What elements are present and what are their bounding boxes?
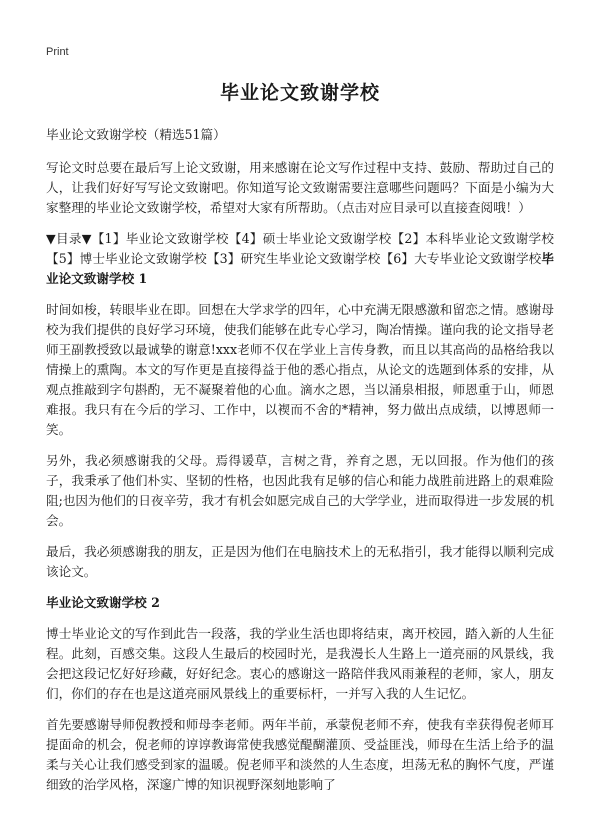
toc-prefix: ▼目录▼ — [46, 231, 92, 246]
section2-paragraph-2: 首先要感谢导师倪教授和师母李老师。两年半前，承蒙倪老师不弃，使我有幸获得倪老师耳提面命的机会，倪老师的谆谆教诲常使我感觉醍醐灌顶、受益匪浅，师母在生活上给予的温柔与关心让我们感受到家的温暖。倪老师平和淡然的人生态度，坦荡无私的胸怀气度，严谨细致的治学风格，深邃广博的知识视野深刻地影响了 — [46, 717, 554, 792]
section2-heading: 毕业论文致谢学校 2 — [46, 595, 160, 610]
section1-paragraph-1: 时间如梭，转眼毕业在即。回想在大学求学的四年，心中充满无限感激和留恋之情。感谢母校为我们提供的良好学习环境，使我们能够在此专心学习，陶冶情操。谨向我的论文指导老师王副教授致以最诚挚的谢意!xxx老师不仅在学业上言传身教，而且以其高尚的品格给我以情操上的熏陶。本文的写作更是直接得益于他的悉心指点，从论文的选题到体系的安排，从观点推敲到字句斟酌，无不凝聚着他的心血。滴水之恩，当以涌泉相报，师恩重于山，师恩难报。我只有在今后的学习、工作中，以褉而不舍的*精神，努力做出点成绩，以博恩师一笑。 — [46, 302, 554, 437]
toc-item-2[interactable]: 【2】本科毕业论文致谢学校 — [391, 231, 554, 246]
toc-item-4[interactable]: 【4】硕士毕业论文致谢学校 — [228, 231, 392, 246]
subtitle: 毕业论文致谢学校（精选51篇） — [46, 127, 226, 142]
section2-paragraph-1: 博士毕业论文的写作到此告一段落，我的学业生活也即将结束，离开校园，踏入新的人生征程。此刻，百感交集。这段人生最后的校园时光，是我漫长人生路上一道亮丽的风景线，我会把这段记忆好好珍藏，好好纪念。衷心的感谢这一路陪伴我风雨兼程的老师，家人，朋友们，你们的存在也是这道亮丽风景线上的重要标杆，一并写入我的人生记忆。 — [46, 626, 554, 701]
section1-paragraph-2: 另外，我必须感谢我的父母。焉得谖草，言树之背，养育之恩，无以回报。作为他们的孩子，我秉承了他们朴实、坚韧的性格，也因此我有足够的信心和能力战胜前进路上的艰难险阻;也因为他们的日夜辛劳，我才有机会如愿完成自己的大学学业，进而取得进一步发展的机会。 — [46, 453, 554, 528]
section1-heading: 毕业论文致谢学校 1 — [46, 251, 554, 286]
page-title: 毕业论文致谢学校 — [219, 82, 380, 104]
section1-paragraph-3: 最后，我必须感谢我的朋友，正是因为他们在电脑技术上的无私指引，我才能得以顺利完成该论文。 — [46, 544, 554, 579]
toc-item-3[interactable]: 【3】研究生毕业论文致谢学校 — [206, 251, 381, 266]
toc-item-1[interactable]: 【1】毕业论文致谢学校 — [91, 231, 229, 246]
intro-paragraph: 写论文时总要在最后写上论文致谢，用来感谢在论文写作过程中支持、鼓励、帮助过自己的人，让我们好好写写论文致谢吧。你知道写论文致谢需要注意哪些问题吗？下面是小编为大家整理的毕业论文致谢学校，希望对大家有所帮助。（点击对应目录可以直接查阅哦！） — [46, 160, 554, 215]
table-of-contents — [46, 229, 554, 289]
toc-item-6[interactable]: 【6】大专毕业论文致谢学校 — [380, 251, 542, 266]
print-label[interactable]: Print — [46, 46, 69, 58]
toc-item-5[interactable]: 【5】博士毕业论文致谢学校 — [46, 251, 207, 266]
